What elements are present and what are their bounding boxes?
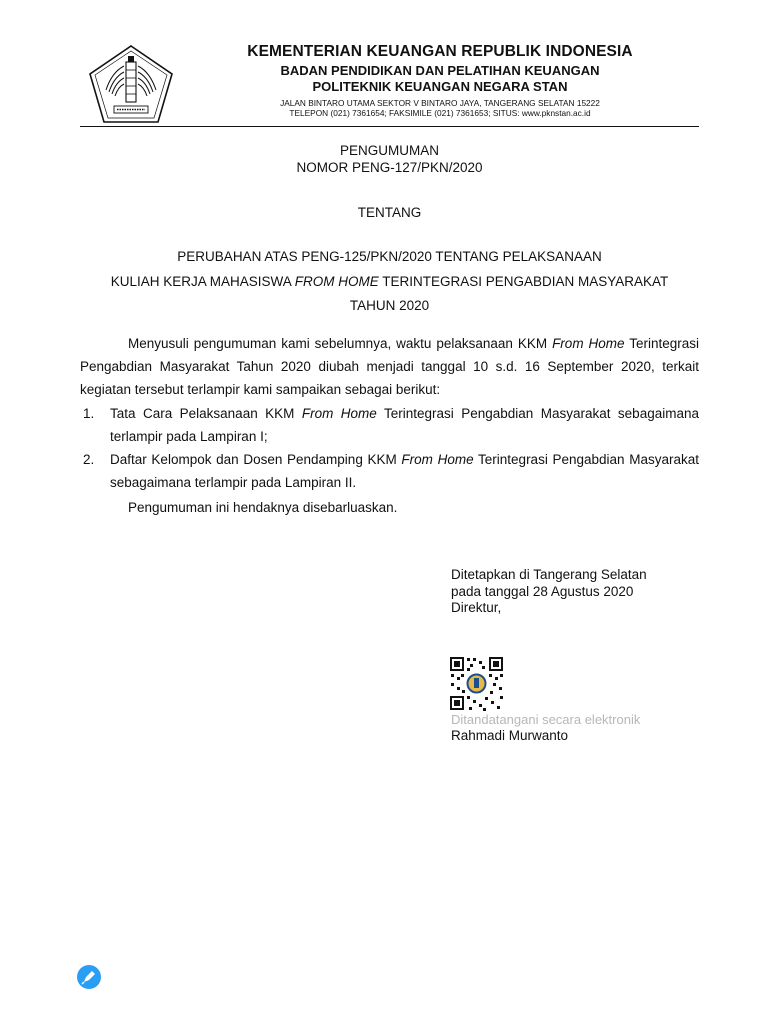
list-item-pre: Daftar Kelompok dan Dosen Pendamping KKM — [110, 452, 402, 467]
list-item-number: 1. — [83, 406, 95, 421]
body-paragraph — [80, 332, 699, 401]
list-item-italic: From Home — [401, 452, 474, 467]
subject-line-2-pre: KULIAH KERJA MAHASISWA — [110, 274, 295, 289]
closing-sentence: Pengumuman ini hendaknya disebarluaskan. — [128, 500, 398, 515]
document-about: TENTANG — [357, 205, 422, 220]
list-item-pre: Tata Cara Pelaksanaan KKM — [110, 406, 302, 421]
document-heading: PENGUMUMAN — [339, 143, 439, 158]
letterhead-agency: BADAN PENDIDIKAN DAN PELATIHAN KEUANGAN — [280, 63, 600, 78]
subject-line-2-italic: FROM HOME — [294, 274, 379, 289]
list-item-post: Terintegrasi Pengabdian Masyarakat sebagaimana terlampir pada Lampiran II. — [110, 452, 699, 490]
list-item-italic: From Home — [301, 406, 377, 421]
list-item — [80, 402, 699, 448]
subject-line-1: PERUBAHAN ATAS PENG-125/PKN/2020 TENTANG PELAKSANAAN — [177, 249, 602, 264]
electronic-signature-note: Ditandatangani secara elektronik — [451, 712, 641, 727]
letterhead-address-block — [180, 98, 700, 118]
signatory-name: Rahmadi Murwanto — [451, 728, 569, 743]
qr-code-icon — [449, 656, 504, 711]
body-paragraph-italic: From Home — [552, 336, 625, 351]
body-paragraph-part-b: Terintegrasi Pengabdian Masyarakat Tahun 2020 diubah menjadi tanggal 10 s.d. 16 September 2020, terkait kegiatan tersebut terlampir kami sampaikan sebagai berikut: — [80, 336, 699, 397]
list-item-number: 2. — [83, 452, 95, 467]
letterhead-address: JALAN BINTARO UTAMA SEKTOR V BINTARO JAYA, TANGERANG SELATAN 15222 — [280, 98, 600, 108]
document-number: NOMOR PENG-127/PKN/2020 — [296, 160, 483, 175]
subject-line-3: TAHUN 2020 — [349, 298, 430, 313]
pen-icon[interactable] — [77, 965, 101, 989]
list-item-text — [110, 448, 699, 494]
letterhead-contact: TELEPON (021) 7361654; FAKSIMILE (021) 7361653; SITUS: www.pknstan.ac.id — [289, 108, 591, 118]
ministry-logo — [88, 44, 174, 124]
list-item-post: Terintegrasi Pengabdian Masyarakat sebagaimana terlampir pada Lampiran I; — [110, 406, 699, 444]
list-item-text — [110, 402, 699, 448]
signature-date: pada tanggal 28 Agustus 2020 — [451, 584, 634, 599]
signature-place: Ditetapkan di Tangerang Selatan — [451, 567, 647, 582]
signature-position: Direktur, — [451, 600, 502, 615]
list-item — [80, 448, 699, 494]
letterhead-divider — [80, 126, 699, 127]
body-paragraph-part-a: Menyusuli pengumuman kami sebelumnya, waktu pelaksanaan KKM — [128, 336, 553, 351]
letterhead-school: POLITEKNIK KEUANGAN NEGARA STAN — [312, 79, 568, 94]
subject-line-2-post: TERINTEGRASI PENGABDIAN MASYARAKAT — [378, 274, 669, 289]
subject-line-2 — [80, 274, 699, 289]
letterhead-ministry: KEMENTERIAN KEUANGAN REPUBLIK INDONESIA — [247, 43, 633, 60]
